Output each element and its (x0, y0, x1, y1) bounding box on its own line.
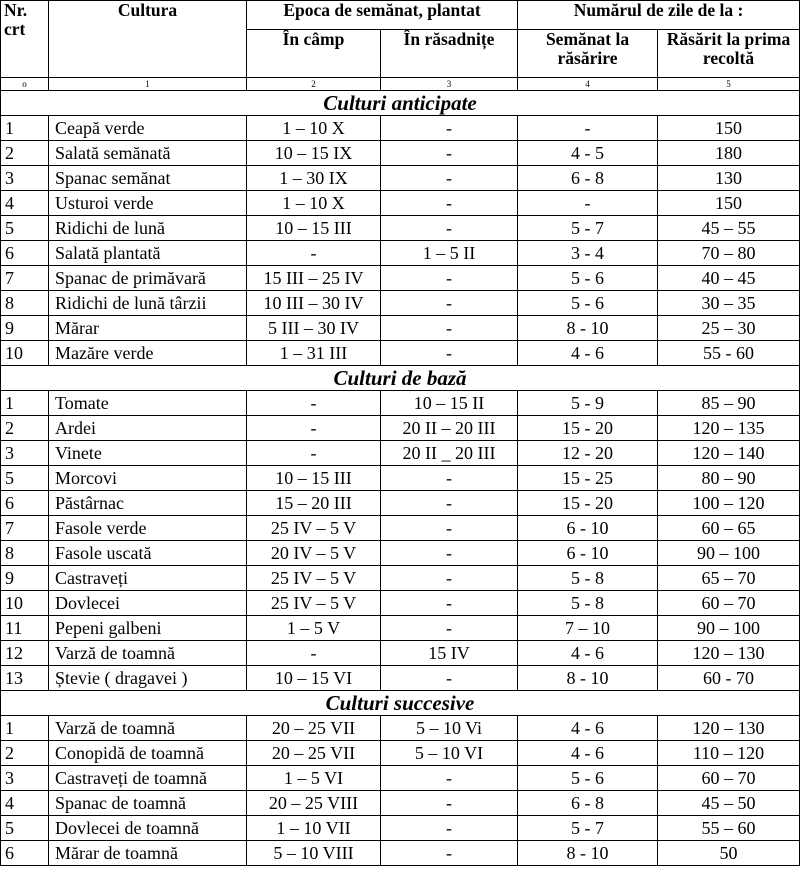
days-to-harvest: 120 – 140 (658, 441, 800, 466)
crop-name: Usturoi verde (49, 191, 247, 216)
table-row (1, 391, 800, 416)
days-to-harvest: 90 – 100 (658, 616, 800, 641)
crop-name: Morcovi (49, 466, 247, 491)
sowing-field: 15 – 20 III (247, 491, 381, 516)
days-to-emergence: 5 - 6 (518, 766, 658, 791)
table-row (1, 766, 800, 791)
section-header (1, 366, 800, 391)
table-row (1, 641, 800, 666)
row-number: 10 (1, 341, 49, 366)
sowing-nursery: - (381, 466, 518, 491)
table-row (1, 141, 800, 166)
sowing-field: 5 III – 30 IV (247, 316, 381, 341)
row-number: 3 (1, 441, 49, 466)
row-number: 7 (1, 516, 49, 541)
table-row (1, 266, 800, 291)
crop-name: Salată semănată (49, 141, 247, 166)
row-number: 13 (1, 666, 49, 691)
crop-name: Varză de toamnă (49, 641, 247, 666)
days-to-harvest: 100 – 120 (658, 491, 800, 516)
section-title: Culturi succesive (1, 691, 800, 716)
sowing-nursery: - (381, 541, 518, 566)
table-row (1, 316, 800, 341)
header-semanat-rasarire: Semănat la răsărire (518, 30, 658, 78)
section-header (1, 691, 800, 716)
row-number: 5 (1, 216, 49, 241)
crop-name: Pepeni galbeni (49, 616, 247, 641)
days-to-emergence: 5 - 8 (518, 591, 658, 616)
section-header (1, 91, 800, 116)
row-number: 8 (1, 291, 49, 316)
sowing-nursery: - (381, 766, 518, 791)
sowing-nursery: 5 – 10 VI (381, 741, 518, 766)
table-header (1, 1, 800, 91)
days-to-harvest: 85 – 90 (658, 391, 800, 416)
days-to-emergence: 8 - 10 (518, 841, 658, 866)
days-to-harvest: 80 – 90 (658, 466, 800, 491)
days-to-emergence: 12 - 20 (518, 441, 658, 466)
days-to-harvest: 120 – 130 (658, 716, 800, 741)
row-number: 4 (1, 791, 49, 816)
sowing-nursery: - (381, 616, 518, 641)
days-to-emergence: 5 - 6 (518, 266, 658, 291)
row-number: 3 (1, 166, 49, 191)
days-to-emergence: 15 - 20 (518, 491, 658, 516)
sowing-nursery: 15 IV (381, 641, 518, 666)
sowing-nursery: - (381, 191, 518, 216)
days-to-harvest: 55 - 60 (658, 341, 800, 366)
sowing-nursery: - (381, 291, 518, 316)
row-number: 10 (1, 591, 49, 616)
table-row (1, 666, 800, 691)
table-row (1, 791, 800, 816)
row-number: 5 (1, 816, 49, 841)
sowing-nursery: 5 – 10 Vi (381, 716, 518, 741)
days-to-emergence: 7 – 10 (518, 616, 658, 641)
sowing-field: - (247, 416, 381, 441)
sowing-nursery: - (381, 491, 518, 516)
crop-name: Ceapă verde (49, 116, 247, 141)
sowing-field: 25 IV – 5 V (247, 591, 381, 616)
row-number: 12 (1, 641, 49, 666)
sowing-field: 1 – 31 III (247, 341, 381, 366)
table-row (1, 591, 800, 616)
sowing-field: 1 – 10 X (247, 116, 381, 141)
sowing-nursery: - (381, 566, 518, 591)
table-body (1, 91, 800, 866)
sowing-nursery: - (381, 341, 518, 366)
row-number: 2 (1, 741, 49, 766)
column-index: 2 (247, 78, 381, 91)
table-row (1, 216, 800, 241)
column-index: 1 (49, 78, 247, 91)
section-title: Culturi anticipate (1, 91, 800, 116)
sowing-nursery: - (381, 141, 518, 166)
row-number: 11 (1, 616, 49, 641)
crop-name: Ridichi de lună târzii (49, 291, 247, 316)
sowing-field: 25 IV – 5 V (247, 566, 381, 591)
days-to-emergence: 6 - 10 (518, 516, 658, 541)
sowing-field: 1 – 5 V (247, 616, 381, 641)
days-to-harvest: 60 – 70 (658, 591, 800, 616)
days-to-harvest: 60 – 70 (658, 766, 800, 791)
crop-name: Tomate (49, 391, 247, 416)
table-row (1, 516, 800, 541)
sowing-field: 15 III – 25 IV (247, 266, 381, 291)
days-to-emergence: 4 - 6 (518, 341, 658, 366)
days-to-harvest: 65 – 70 (658, 566, 800, 591)
crop-name: Mazăre verde (49, 341, 247, 366)
sowing-field: - (247, 241, 381, 266)
crop-name: Fasole verde (49, 516, 247, 541)
table-row (1, 441, 800, 466)
sowing-field: - (247, 641, 381, 666)
days-to-emergence: 4 - 6 (518, 741, 658, 766)
days-to-emergence: 4 - 6 (518, 716, 658, 741)
days-to-emergence: 5 - 8 (518, 566, 658, 591)
sowing-nursery: - (381, 166, 518, 191)
crop-name: Mărar de toamnă (49, 841, 247, 866)
sowing-nursery: 1 – 5 II (381, 241, 518, 266)
row-number: 9 (1, 316, 49, 341)
sowing-nursery: - (381, 841, 518, 866)
sowing-field: 10 – 15 III (247, 216, 381, 241)
table-row (1, 741, 800, 766)
days-to-harvest: 90 – 100 (658, 541, 800, 566)
table-row (1, 166, 800, 191)
table-row (1, 566, 800, 591)
crop-name: Spanac de toamnă (49, 791, 247, 816)
sowing-nursery: 10 – 15 II (381, 391, 518, 416)
header-cultura: Cultura (49, 1, 247, 78)
sowing-nursery: 20 II _ 20 III (381, 441, 518, 466)
days-to-harvest: 120 – 135 (658, 416, 800, 441)
days-to-harvest: 25 – 30 (658, 316, 800, 341)
column-index: o (1, 78, 49, 91)
sowing-field: 20 – 25 VIII (247, 791, 381, 816)
sowing-nursery: - (381, 216, 518, 241)
days-to-emergence: 4 - 6 (518, 641, 658, 666)
sowing-nursery: - (381, 666, 518, 691)
days-to-harvest: 50 (658, 841, 800, 866)
row-number: 6 (1, 841, 49, 866)
row-number: 1 (1, 391, 49, 416)
crop-name: Conopidă de toamnă (49, 741, 247, 766)
table-row (1, 466, 800, 491)
crop-name: Dovlecei (49, 591, 247, 616)
sowing-nursery: 20 II – 20 III (381, 416, 518, 441)
sowing-field: 10 III – 30 IV (247, 291, 381, 316)
row-number: 1 (1, 716, 49, 741)
row-number: 4 (1, 191, 49, 216)
header-in-rasadnite: În răsadnițe (381, 30, 518, 78)
table-row (1, 816, 800, 841)
row-number: 5 (1, 466, 49, 491)
table-row (1, 241, 800, 266)
table-row (1, 616, 800, 641)
crop-name: Păstârnac (49, 491, 247, 516)
crop-name: Spanac semănat (49, 166, 247, 191)
days-to-emergence: 8 - 10 (518, 316, 658, 341)
table-row (1, 716, 800, 741)
days-to-harvest: 150 (658, 116, 800, 141)
days-to-emergence: 15 - 25 (518, 466, 658, 491)
sowing-field: 10 – 15 IX (247, 141, 381, 166)
days-to-emergence: 5 - 7 (518, 216, 658, 241)
sowing-field: 1 – 30 IX (247, 166, 381, 191)
days-to-emergence: 6 - 8 (518, 166, 658, 191)
sowing-nursery: - (381, 816, 518, 841)
days-to-harvest: 40 – 45 (658, 266, 800, 291)
days-to-harvest: 45 – 55 (658, 216, 800, 241)
table-row (1, 116, 800, 141)
row-number: 1 (1, 116, 49, 141)
table-row (1, 191, 800, 216)
days-to-harvest: 120 – 130 (658, 641, 800, 666)
days-to-emergence: 5 - 9 (518, 391, 658, 416)
table-row (1, 291, 800, 316)
crop-name: Ardei (49, 416, 247, 441)
row-number: 9 (1, 566, 49, 591)
sowing-field: 20 – 25 VII (247, 716, 381, 741)
crop-name: Ștevie ( dragavei ) (49, 666, 247, 691)
days-to-emergence: 6 - 8 (518, 791, 658, 816)
column-index: 3 (381, 78, 518, 91)
row-number: 3 (1, 766, 49, 791)
days-to-harvest: 60 – 65 (658, 516, 800, 541)
sowing-nursery: - (381, 591, 518, 616)
days-to-emergence: 15 - 20 (518, 416, 658, 441)
days-to-emergence: - (518, 116, 658, 141)
sowing-nursery: - (381, 116, 518, 141)
days-to-harvest: 180 (658, 141, 800, 166)
days-to-harvest: 60 - 70 (658, 666, 800, 691)
header-rasarit-recolta: Răsărit la prima recoltă (658, 30, 800, 78)
crop-name: Spanac de primăvară (49, 266, 247, 291)
crop-name: Vinete (49, 441, 247, 466)
days-to-emergence: 3 - 4 (518, 241, 658, 266)
sowing-field: 20 – 25 VII (247, 741, 381, 766)
sowing-field: 5 – 10 VIII (247, 841, 381, 866)
table-row (1, 541, 800, 566)
column-index: 5 (658, 78, 800, 91)
row-number: 6 (1, 241, 49, 266)
column-index: 4 (518, 78, 658, 91)
days-to-harvest: 150 (658, 191, 800, 216)
days-to-harvest: 30 – 35 (658, 291, 800, 316)
table-row (1, 341, 800, 366)
sowing-field: - (247, 441, 381, 466)
header-in-camp: În câmp (247, 30, 381, 78)
crop-name: Castraveți de toamnă (49, 766, 247, 791)
crop-name: Castraveți (49, 566, 247, 591)
table-row (1, 841, 800, 866)
row-number: 6 (1, 491, 49, 516)
crop-name: Fasole uscată (49, 541, 247, 566)
days-to-harvest: 70 – 80 (658, 241, 800, 266)
header-numarul-zile: Numărul de zile de la : (518, 1, 800, 30)
crop-name: Ridichi de lună (49, 216, 247, 241)
days-to-emergence: 6 - 10 (518, 541, 658, 566)
days-to-emergence: 5 - 7 (518, 816, 658, 841)
sowing-field: 1 – 10 X (247, 191, 381, 216)
days-to-emergence: 4 - 5 (518, 141, 658, 166)
days-to-harvest: 45 – 50 (658, 791, 800, 816)
crop-name: Varză de toamnă (49, 716, 247, 741)
sowing-field: 1 – 10 VII (247, 816, 381, 841)
row-number: 8 (1, 541, 49, 566)
days-to-harvest: 110 – 120 (658, 741, 800, 766)
sowing-field: 1 – 5 VI (247, 766, 381, 791)
row-number: 2 (1, 141, 49, 166)
sowing-nursery: - (381, 791, 518, 816)
table-row (1, 416, 800, 441)
row-number: 7 (1, 266, 49, 291)
sowing-field: 10 – 15 III (247, 466, 381, 491)
header-epoca: Epoca de semănat, plantat (247, 1, 518, 30)
sowing-nursery: - (381, 316, 518, 341)
days-to-emergence: - (518, 191, 658, 216)
crop-name: Dovlecei de toamnă (49, 816, 247, 841)
sowing-nursery: - (381, 516, 518, 541)
crop-name: Mărar (49, 316, 247, 341)
crop-name: Salată plantată (49, 241, 247, 266)
sowing-field: 10 – 15 VI (247, 666, 381, 691)
table-row (1, 491, 800, 516)
header-nr-crt: Nr. crt (1, 1, 49, 78)
days-to-emergence: 8 - 10 (518, 666, 658, 691)
sowing-field: - (247, 391, 381, 416)
days-to-emergence: 5 - 6 (518, 291, 658, 316)
days-to-harvest: 55 – 60 (658, 816, 800, 841)
days-to-harvest: 130 (658, 166, 800, 191)
sowing-field: 20 IV – 5 V (247, 541, 381, 566)
row-number: 2 (1, 416, 49, 441)
sowing-nursery: - (381, 266, 518, 291)
section-title: Culturi de bază (1, 366, 800, 391)
sowing-field: 25 IV – 5 V (247, 516, 381, 541)
